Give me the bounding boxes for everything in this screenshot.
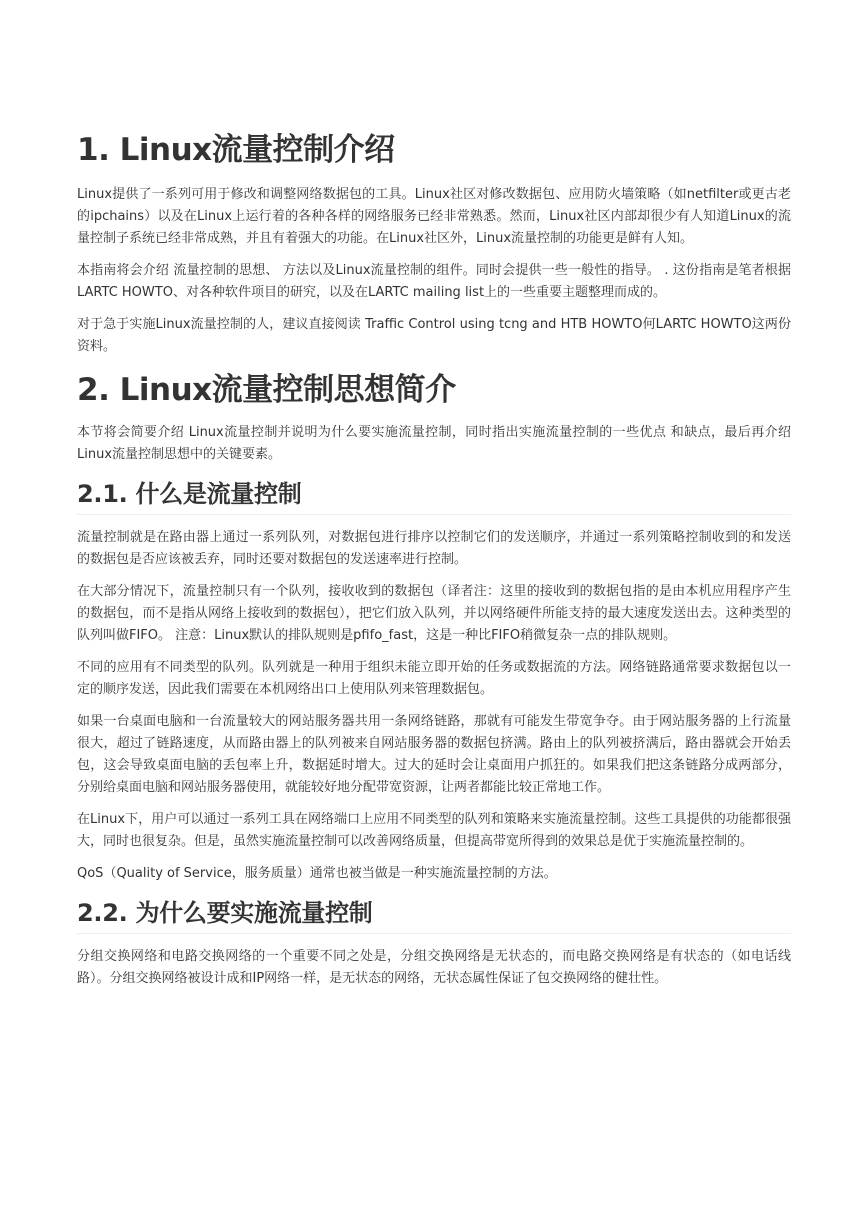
- section-2-1-heading: 2.1. 什么是流量控制: [77, 476, 791, 515]
- section-2-2-paragraph: 分组交换网络和电路交换网络的一个重要不同之处是，分组交换网络是无状态的，而电路交换网络是有状态的（如电话线路）。分组交换网络被设计成和IP网络一样，是无状态的网络，无状态属性保证了包交换网络的健壮性。: [77, 949, 791, 986]
- section-2-1-paragraph: 在大部分情况下，流量控制只有一个队列，接收收到的数据包（译者注：这里的接收到的数据包指的是由本机应用程序产生的数据包，而不是指从网络上接收到的数据包），把它们放入队列，并以网络硬件所能支持的最大速度发送出去。这种类型的队列叫做FIFO。 注意：Linux默认的排队规则是pfifo_fast，这是一种比FIFO稍微复杂一点的排队规则。: [77, 584, 791, 643]
- section-1-paragraph: Linux提供了一系列可用于修改和调整网络数据包的工具。Linux社区对修改数据包、应用防火墙策略（如netfilter或更古老的ipchains）以及在Linux上运行着的各种各样的网络服务已经非常熟悉。然而，Linux社区内部却很少有人知道Linux的流量控制子系统已经非常成熟，并且有着强大的功能。在Linux社区外，Linux流量控制的功能更是鲜有人知。: [77, 187, 791, 246]
- document-page: [77, 128, 791, 1000]
- section-2-1-paragraph: 如果一台桌面电脑和一台流量较大的网站服务器共用一条网络链路，那就有可能发生带宽争夺。由于网站服务器的上行流量很大，超过了链路速度，从而路由器上的队列被来自网站服务器的数据包挤满。路由上的队列被挤满后，路由器就会开始丢包，这会导致桌面电脑的丢包率上升，数据延时增大。过大的延时会让桌面用户抓狂的。如果我们把这条链路分成两部分，分别给桌面电脑和网站服务器使用，就能较好地分配带宽资源，让两者都能比较正常地工作。: [77, 714, 791, 795]
- section-2-1-paragraph: QoS（Quality of Service，服务质量）通常也被当做是一种实施流量控制的方法。: [77, 866, 557, 881]
- section-2-1-paragraph: 在Linux下，用户可以通过一系列工具在网络端口上应用不同类型的队列和策略来实施流量控制。这些工具提供的功能都很强大，同时也很复杂。但是，虽然实施流量控制可以改善网络质量，但提高带宽所得到的效果总是优于实施流量控制的。: [77, 812, 791, 849]
- section-2-heading: 2. Linux流量控制思想简介: [77, 372, 456, 408]
- section-2-1-paragraph: 不同的应用有不同类型的队列。队列就是一种用于组织未能立即开始的任务或数据流的方法。网络链路通常要求数据包以一定的顺序发送，因此我们需要在本机网络出口上使用队列来管理数据包。: [77, 660, 791, 697]
- section-2-2-heading: 2.2. 为什么要实施流量控制: [77, 895, 791, 934]
- section-1-heading: 1. Linux流量控制介绍: [77, 132, 395, 168]
- section-1-paragraph: 本指南将会介绍 流量控制的思想、 方法以及Linux流量控制的组件。同时会提供一些一般性的指导。 . 这份指南是笔者根据LARTC HOWTO、对各种软件项目的研究，以及在LARTC mailing list上的一些重要主题整理而成的。: [77, 263, 791, 300]
- section-2-1-paragraph: 流量控制就是在路由器上通过一系列队列，对数据包进行排序以控制它们的发送顺序，并通过一系列策略控制收到的和发送的数据包是否应该被丢弃，同时还要对数据包的发送速率进行控制。: [77, 530, 791, 567]
- section-2-paragraph: 本节将会简要介绍 Linux流量控制并说明为什么要实施流量控制，同时指出实施流量控制的一些优点 和缺点，最后再介绍Linux流量控制思想中的关键要素。: [77, 425, 791, 462]
- section-1-paragraph: 对于急于实施Linux流量控制的人，建议直接阅读 Traffic Control using tcng and HTB HOWTO何LARTC HOWTO这两份资料。: [77, 317, 791, 354]
